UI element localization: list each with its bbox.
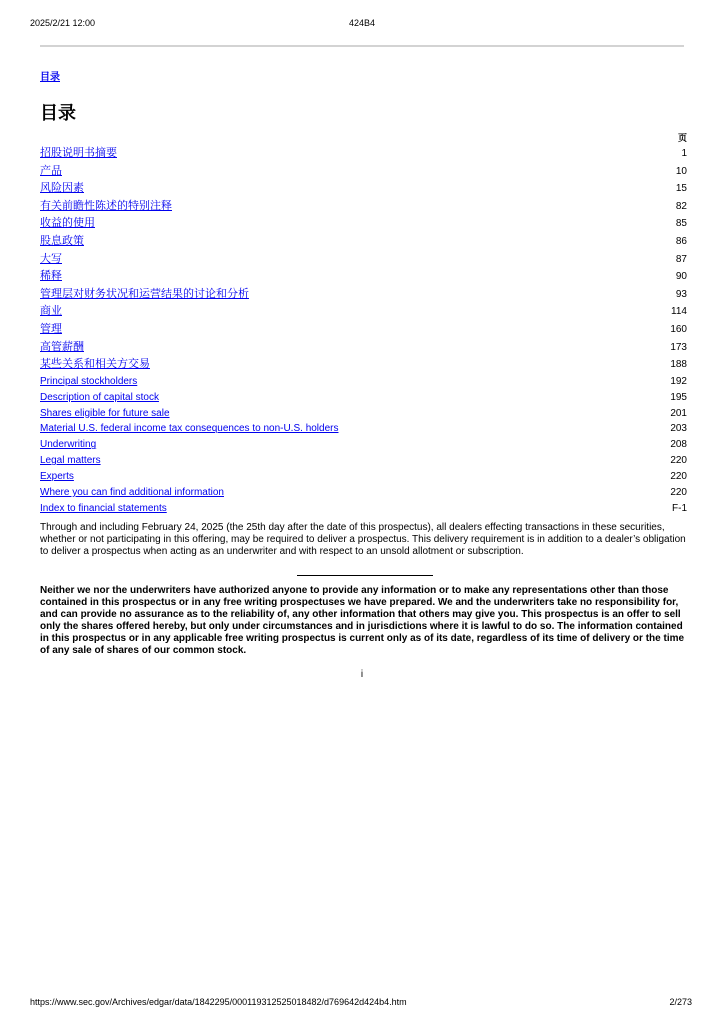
toc-chinese-section <box>40 145 687 374</box>
toc-entry-link[interactable]: 高管薪酬 <box>40 340 84 353</box>
footer-url: https://www.sec.gov/Archives/edgar/data/1842295/000119312525018482/d769642d424b4.htm <box>30 997 407 1007</box>
toc-entry-link[interactable]: 稀释 <box>40 270 62 283</box>
toc-row <box>40 145 687 163</box>
toc-entry-link[interactable]: 商业 <box>40 305 62 318</box>
toc-page-number: 208 <box>670 439 687 451</box>
toc-page-number: 192 <box>670 375 687 387</box>
toc-row <box>40 251 687 269</box>
toc-row <box>40 485 687 501</box>
toc-row <box>40 437 687 453</box>
toc-entry-link[interactable]: Experts <box>40 471 74 483</box>
toc-entry-link[interactable]: Material U.S. federal income tax consequences to non-U.S. holders <box>40 423 339 435</box>
toc-entry-link[interactable]: 招股说明书摘要 <box>40 147 117 159</box>
toc-row <box>40 356 687 374</box>
toc-page-number: 160 <box>670 323 687 335</box>
toc-entry-link[interactable]: 管理 <box>40 322 62 335</box>
print-title: 424B4 <box>348 18 376 28</box>
toc-row <box>40 501 687 517</box>
toc-page-number: 15 <box>675 183 687 195</box>
toc-row <box>40 453 687 469</box>
toc-row <box>40 215 687 233</box>
toc-page-number: 86 <box>675 235 687 247</box>
page-column-header: 页 <box>677 133 687 143</box>
toc-row <box>40 390 687 406</box>
toc-page-number: 85 <box>675 218 687 230</box>
toc-page-number: 87 <box>675 253 687 265</box>
toc-page-number: 93 <box>675 288 687 300</box>
toc-page-number: 114 <box>671 306 687 318</box>
toc-row <box>40 421 687 437</box>
toc-row <box>40 374 687 390</box>
top-divider <box>40 45 684 47</box>
toc-row <box>40 198 687 216</box>
toc-page-number: 82 <box>675 200 687 212</box>
toc-english-section <box>40 374 687 517</box>
toc-row <box>40 180 687 198</box>
toc-entry-link[interactable]: Principal stockholders <box>40 375 138 387</box>
toc-page-number: 173 <box>670 341 687 353</box>
toc-page-number: 188 <box>670 359 687 371</box>
toc-page-number: 220 <box>670 471 687 483</box>
toc-row <box>40 268 687 286</box>
toc-row <box>40 321 687 339</box>
toc-row <box>40 286 687 304</box>
toc-page-number: 203 <box>670 423 687 435</box>
toc-entry-link[interactable]: 管理层对财务状况和运营结果的讨论和分析 <box>40 287 249 300</box>
toc-entry-link[interactable]: 收益的使用 <box>40 217 95 230</box>
section-divider <box>297 575 433 576</box>
toc-page-number: 10 <box>675 165 687 177</box>
toc-row <box>40 163 687 181</box>
toc-page-number: F-1 <box>672 502 687 514</box>
toc-row <box>40 406 687 422</box>
toc-entry-link[interactable]: 大写 <box>40 252 62 265</box>
toc-entry-link[interactable]: 风险因素 <box>40 182 84 195</box>
toc-entry-link[interactable]: Legal matters <box>40 455 101 467</box>
page-number-roman: i <box>360 669 364 680</box>
toc-row <box>40 303 687 321</box>
footer-page-count: 2/273 <box>669 997 692 1007</box>
print-date: 2025/2/21 12:00 <box>30 18 96 28</box>
page-title: 目录 <box>40 103 76 123</box>
toc-page-number: 220 <box>670 486 687 498</box>
toc-page-number: 1 <box>681 148 687 159</box>
toc-entry-link[interactable]: 某些关系和相关方交易 <box>40 358 150 371</box>
toc-entry-link[interactable]: Shares eligible for future sale <box>40 407 170 419</box>
toc-page-number: 201 <box>670 407 687 419</box>
toc-row <box>40 469 687 485</box>
disclaimer-paragraph: Neither we nor the underwriters have authorized anyone to provide any information or to make any representations other than those contained in this prospectus or in any free writing prospectuses we have prepared. We and the underwriters take no responsibility for, and can provide no assurance as to the reliability of, any other information that others may give you. This prospectus is an offer to sell only the shares offered hereby, but only under circumstances and in jurisdictions where it is lawful to do so. The information contained in this prospectus or in any applicable free writing prospectus is current only as of its date, regardless of its time of delivery or the time of any sale of shares of our common stock. <box>40 585 685 656</box>
toc-entry-link[interactable]: 有关前瞻性陈述的特别注释 <box>40 199 172 212</box>
toc-entry-link[interactable]: Index to financial statements <box>40 502 167 514</box>
dealer-delivery-paragraph: Through and including February 24, 2025 (the 25th day after the date of this prospectus), all dealers effecting transactions in these securities, whether or not participating in this offering, may be required to deliver a prospectus. This delivery requirement is in addition to a dealer’s obligation to deliver a prospectus when acting as an underwriter and with respect to an unsold allotment or subscription. <box>40 522 686 557</box>
toc-entry-link[interactable]: Underwriting <box>40 439 97 451</box>
toc-entry-link[interactable]: 产品 <box>40 164 62 177</box>
toc-row <box>40 233 687 251</box>
toc-anchor-link[interactable]: 目录 <box>40 72 60 83</box>
table-of-contents <box>40 131 687 517</box>
toc-entry-link[interactable]: 股息政策 <box>40 234 84 247</box>
toc-page-number: 220 <box>670 455 687 467</box>
toc-entry-link[interactable]: Where you can find additional information <box>40 486 224 498</box>
toc-entry-link[interactable]: Description of capital stock <box>40 391 159 403</box>
toc-page-number: 90 <box>675 271 687 283</box>
toc-row <box>40 339 687 357</box>
toc-page-number: 195 <box>670 391 687 403</box>
